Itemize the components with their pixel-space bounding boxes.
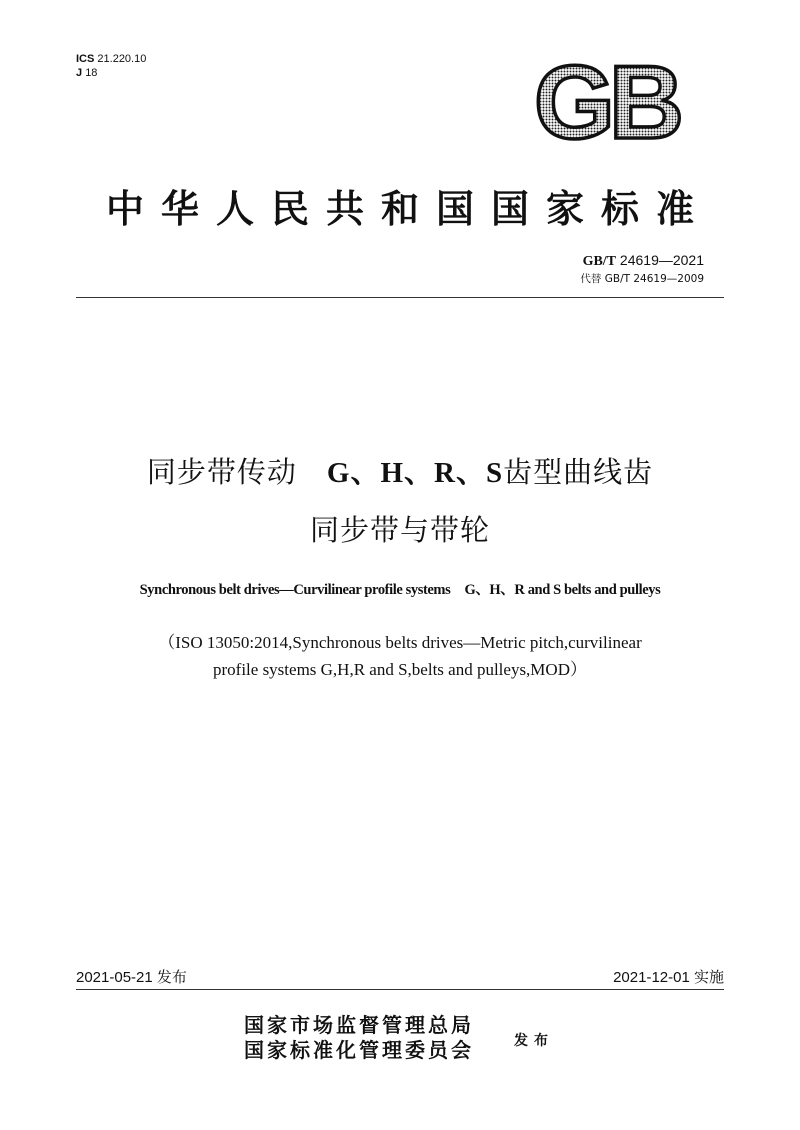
title-zh-part2: 齿型曲线齿 bbox=[503, 455, 654, 489]
standard-prefix: GB/T bbox=[582, 254, 617, 269]
impl-date-label: 实施 bbox=[693, 968, 724, 986]
issue-date-value: 2021-05-21 bbox=[76, 969, 153, 986]
gb-logo-text: GB bbox=[534, 58, 678, 146]
issuing-authorities bbox=[244, 1013, 474, 1063]
cls-label: J bbox=[76, 67, 83, 79]
standard-number bbox=[580, 252, 704, 270]
title-zh-latin: G、H、R、S bbox=[326, 457, 504, 489]
national-standard-title: 中华人民共和国国家标准 bbox=[105, 187, 711, 231]
iso-reference-line1: （ISO 13050:2014,Synchronous belts drives—Metric pitch,curvilinear bbox=[158, 633, 642, 652]
gb-logo bbox=[524, 58, 688, 146]
issue-date bbox=[76, 966, 187, 987]
issuer-samr: 国家市场监督管理总局 bbox=[244, 1013, 474, 1037]
footer-divider bbox=[76, 989, 724, 990]
iso-reference-line2: profile systems G,H,R and S,belts and pulleys,MOD） bbox=[213, 660, 587, 679]
standard-number-block bbox=[580, 252, 704, 286]
impl-date-value: 2021-12-01 bbox=[613, 969, 690, 986]
implementation-date bbox=[613, 966, 724, 987]
replaces-note: 代替 GB/T 24619—2009 bbox=[580, 273, 704, 285]
issue-date-label: 发布 bbox=[156, 968, 187, 986]
issue-verb: 发布 bbox=[514, 1033, 554, 1049]
ics-code: 21.220.10 bbox=[97, 53, 147, 65]
ics-classification bbox=[76, 52, 146, 80]
title-en: Synchronous belt drives—Curvilinear profile systems G、H、R and S belts and pulleys bbox=[139, 582, 661, 598]
standard-code: 24619—2021 bbox=[619, 252, 704, 268]
ics-line bbox=[76, 52, 146, 66]
cls-code: 18 bbox=[85, 67, 98, 79]
header-divider bbox=[76, 297, 724, 298]
issuer-sac: 国家标准化管理委员会 bbox=[244, 1038, 474, 1062]
cls-line bbox=[76, 66, 146, 80]
title-zh-line2: 同步带与带轮 bbox=[309, 513, 490, 547]
ics-label: ICS bbox=[76, 53, 95, 65]
title-zh-part1: 同步带传动 bbox=[146, 455, 327, 489]
title-zh-line1 bbox=[0, 450, 800, 491]
